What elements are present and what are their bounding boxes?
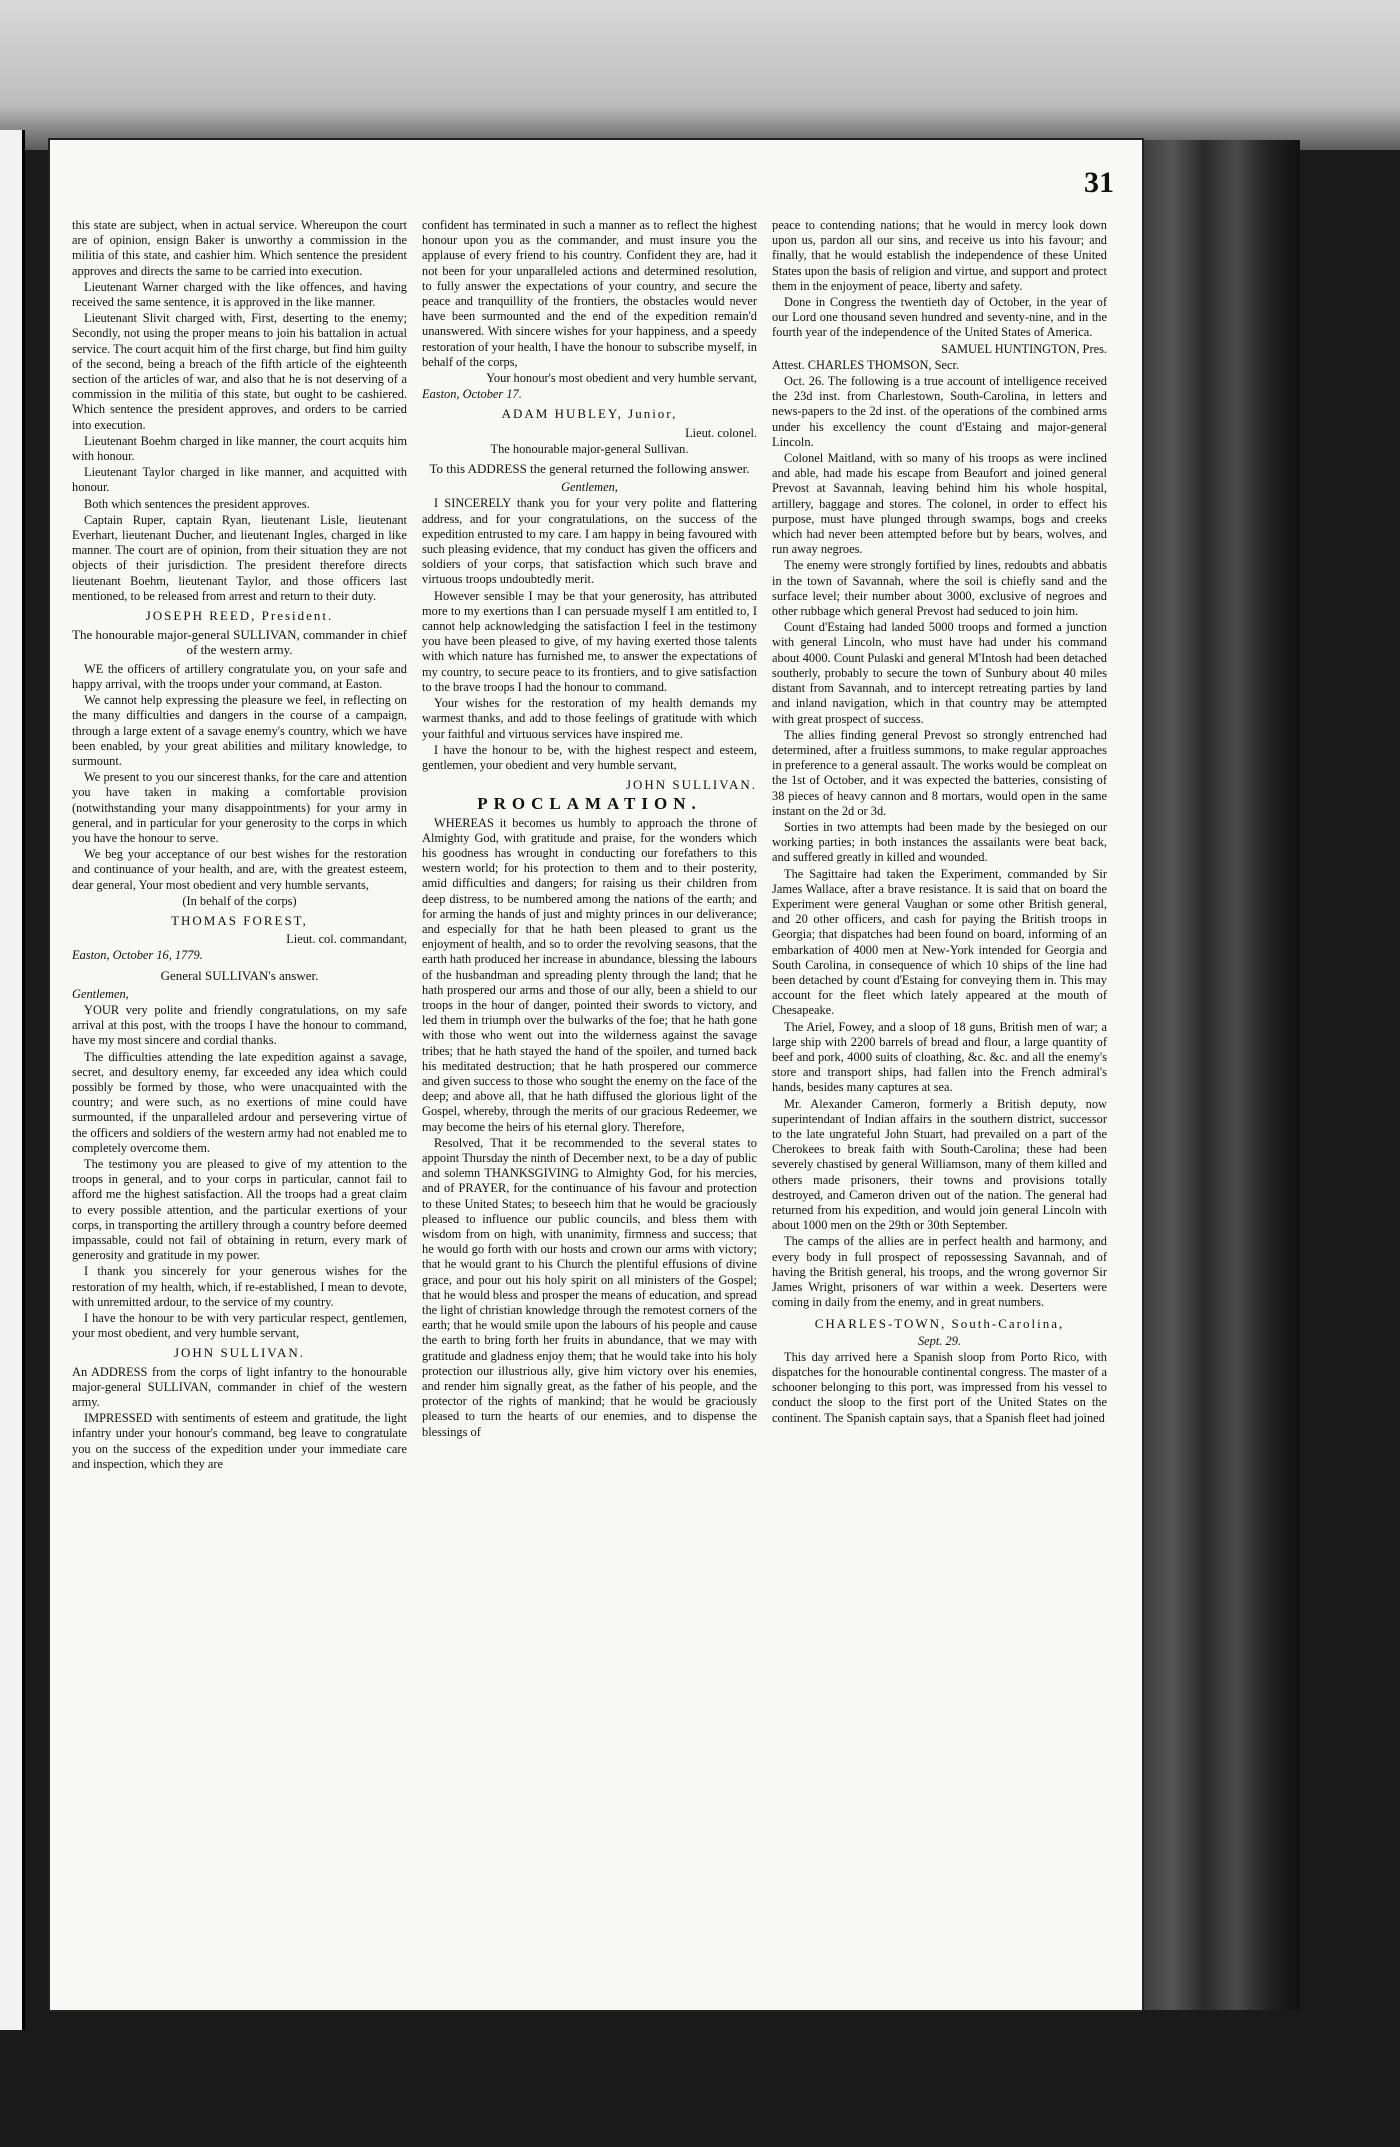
signature-title: Lieut. col. commandant, xyxy=(286,932,407,947)
scan-background-top xyxy=(0,0,1400,150)
dateline-date: Sept. 29. xyxy=(917,1333,962,1348)
behalf-note: (In behalf of the corps) xyxy=(182,893,297,908)
paragraph: I have the honour to be, with the highest respect and esteem, gentlemen, your obedient and very humble servant, xyxy=(422,742,757,772)
paragraph: The allies finding general Prevost so strongly entrenched had determined, after a fruitless summons, to make regular approaches in preference to a general assault. The works would be compleat on the 1st of October, and it was expected the batteries, consisting of 38 pieces of heavy cannon and 8 mortars, would open in the same instant on the 2d or 3d. xyxy=(772,727,1107,818)
paragraph: this state are subject, when in actual service. Whereupon the court are of opinion, ensign Baker is unworthy a commission in the militia of this state, and cashier him. Which sentence the president approves and directs the same to be carried into execution. xyxy=(72,218,407,278)
previous-page-edge xyxy=(0,130,25,2030)
reply-heading: To this ADDRESS the general returned the following answer. xyxy=(429,461,750,477)
signature: JOHN SULLIVAN. xyxy=(625,777,757,793)
paragraph: Lieutenant Warner charged with the like offences, and having received the same sentence, it is approved in the like manner. xyxy=(72,279,407,310)
column-3 xyxy=(772,218,1107,1427)
signature: JOHN SULLIVAN. xyxy=(173,1345,306,1361)
paragraph: Your wishes for the restoration of my health demands my warmest thanks, and add to those feelings of gratitude with which your faithful and virtuous services have inspired me. xyxy=(422,696,757,741)
paragraph: Done in Congress the twentieth day of October, in the year of our Lord one thousand seven hundred and seventy-nine, and in the fourth year of the independence of the United States of America. xyxy=(772,295,1107,340)
paragraph: Sorties in two attempts had been made by the besieged on our working parties; in both instances the assailants were beat back, and suffered greatly in killed and wounded. xyxy=(772,819,1107,865)
paragraph: Lieutenant Slivit charged with, First, deserting to the enemy; Secondly, not using the proper means to join his battalion in actual service. The court acquit him of the first charge, but find him guilty of the second, being a breach of the fifth article of the eighteenth section of the articles of war, and also that he is not deserving of a commission in the militia of this state, but ought to be cashiered. Which sentence the president approves, and orders to be carried into execution. xyxy=(72,311,407,432)
salutation: Gentlemen, xyxy=(561,480,618,495)
paragraph: Lieutenant Boehm charged in like manner, the court acquits him with honour. xyxy=(72,433,407,464)
paragraph: WE the officers of artillery congratulate you, on your safe and happy arrival, with the troops under your command, at Easton. xyxy=(72,661,407,691)
paragraph: We cannot help expressing the pleasure we feel, in reflecting on the many difficulties and dangers in the course of a campaign, through a large extent of a savage enemy's country, which we have been enabled, by your great abilities and military knowledge, to surmount. xyxy=(72,693,407,768)
paragraph: Lieutenant Taylor charged in like manner, and acquitted with honour. xyxy=(72,465,407,495)
paragraph: The Ariel, Fowey, and a sloop of 18 guns, British men of war; a large ship with 2200 barrels of bread and flour, a large quantity of beef and pork, 4000 suits of cloathing, &c. &c. and all the enemy's store and transport ships, had fallen into the French admiral's hands, besides many captures at sea. xyxy=(772,1019,1107,1095)
paragraph: I have the honour to be with very particular respect, gentlemen, your most obedient, and very humble servant, xyxy=(72,1311,407,1341)
address-heading: The honourable major-general SULLIVAN, commander in chief of the western army. xyxy=(72,627,407,658)
recipient: The honourable major-general Sullivan. xyxy=(490,441,689,456)
column-2 xyxy=(422,218,757,1441)
paragraph: We beg your acceptance of our best wishes for the restoration and continuance of your health, and are, with the greatest esteem, dear general, Your most obedient and very humble servants, xyxy=(72,847,407,892)
signature: JOSEPH REED, President. xyxy=(145,608,334,624)
attestation: Attest. CHARLES THOMSON, Secr. xyxy=(772,357,960,372)
proclamation-title: PROCLAMATION. xyxy=(477,794,702,814)
paragraph: Resolved, That it be recommended to the several states to appoint Thursday the ninth of December next, to be a day of public and solemn THANKSGIVING to Almighty God, for his mercies, and of PRAYER, for the continuance of his favour and protection to these United States; to beseech him that he would be graciously pleased to influence our public councils, and bless them with wisdom from on high, with unanimity, firmness and success; that he would go forth with our hosts and crown our arms with victory; that he would grant to his Church the plentiful effusions of divine grace, and pour out his holy spirit on all ministers of the Gospel; that he would bless and prosper the means of education, and spread the light of christian knowledge through the remotest corners of the earth; that he would smile upon the labours of his people and cause the earth to bring forth her fruits in abundance, that we may with gratitude and gladness enjoy them; that he would take into his holy protection our illustrious ally, give him victory over his enemies, and render him signally great, as the father of his people, and the protector of the rights of mankind; that he would be graciously pleased to turn the hearts of our enemies, and to dispense the blessings of xyxy=(422,1135,757,1439)
paragraph: peace to contending nations; that he would in mercy look down upon us, pardon all our sins, and receive us into his favour; and finally, that he would establish the independence of these United States upon the basis of religion and virtue, and support and protect them in the enjoyment of peace, liberty and safety. xyxy=(772,218,1107,293)
paragraph: I SINCERELY thank you for your very polite and flattering address, and for your congratulations, on the success of the expedition entrusted to my care. I am happy in being favoured with such pleasing evidence, that my conduct has given the officers and soldiers of your corps, that satisfaction which such brave and virtuous troops undoubtedly merit. xyxy=(422,496,757,587)
signature: THOMAS FOREST, xyxy=(171,912,308,928)
book-spine-edge xyxy=(1140,140,1300,2010)
paragraph: The testimony you are pleased to give of my attention to the troops in general, and to your corps in particular, cannot fail to afford me the highest satisfaction. All the troops had a great claim to every possible attention, and the particular exertions of your corps, in transporting the artillery through a country before deemed impassable, could not fail of obtaining in return, every mark of generosity and gratitude in my power. xyxy=(72,1156,407,1263)
answer-heading: General SULLIVAN's answer. xyxy=(160,967,319,983)
signature-title: Lieut. colonel. xyxy=(685,425,757,440)
paragraph: Both which sentences the president approves. xyxy=(84,496,310,511)
paragraph: WHEREAS it becomes us humbly to approach the throne of Almighty God, with gratitude and praise, for the wonders which his goodness has wrought in conducting our forefathers to this western world; for his protection to them and to their posterity, amid difficulties and dangers; for raising us their children from deep distress, to be numbered among the nations of the earth; and for arming the hands of just and mighty princes in our deliverance; and especially for that he hath been pleased to grant us the enjoyment of health, and so to order the revolving seasons, that the earth hath produced her increase in abundance, blessing the labours of the husbandman and spreading plenty through the land; that he hath prospered our arms and those of our ally, been a shield to our troops in the hour of danger, pointed their swords to victory, and led them in triumph over the bulwarks of the foe; that he hath gone with those who went out into the wilderness against the savage tribes; that he hath stayed the hand of the spoiler, and turned back his meditated destruction; that he hath prospered our commerce and given success to those who sought the enemy on the face of the deep; and above all, that he hath diffused the glorious light of the Gospel, whereby, through the merits of our gracious Redeemer, we may become the heirs of his eternal glory. Therefore, xyxy=(422,815,757,1134)
salutation: Gentlemen, xyxy=(72,986,129,1001)
column-1 xyxy=(72,218,407,1473)
signature: SAMUEL HUNTINGTON, Pres. xyxy=(941,341,1107,356)
newspaper-page xyxy=(50,140,1142,2010)
paragraph: The camps of the allies are in perfect health and harmony, and every body in full prospect of repossessing Savannah, and of having the British general, his troops, and the wrong governor Sir James Wright, prisoners of war within a week. Deserters were coming in daily from the enemy, and in great numbers. xyxy=(772,1234,1107,1310)
paragraph: The difficulties attending the late expedition against a savage, secret, and desultory enemy, far exceeded any idea which could possibly be formed by those, who were unacquainted with the country; and were such, as no exertions of mine could have surmounted, if the unparalleled ardour and persevering virtue of the officers and soldiers of the western army had not enabled me to completely overcome them. xyxy=(72,1049,407,1155)
paragraph: Oct. 26. The following is a true account of intelligence received the 23d inst. from Charlestown, South-Carolina, in letters and news-papers to the 2d inst. of the operations of the combined arms under his excellency the count d'Estaing and major-general Lincoln. xyxy=(772,374,1107,449)
paragraph: Captain Ruper, captain Ryan, lieutenant Lisle, lieutenant Everhart, lieutenant Ducher, and lieutenant Ingles, charged in like manner. The court are of opinion, from their situation they are not objects of their jurisdiction. The president therefore directs lieutenant Boehm, lieutenant Taylor, and those officers last mentioned, to be released from arrest and return to their duty. xyxy=(72,512,407,603)
signature: ADAM HUBLEY, Junior, xyxy=(501,406,678,422)
dateline: CHARLES-TOWN, South-Carolina, xyxy=(814,1316,1065,1332)
place-date: Easton, October 17. xyxy=(422,387,522,402)
address-heading: An ADDRESS from the corps of light infantry to the honourable major-general SULLIVAN, commander in chief of the western army. xyxy=(72,1364,407,1410)
page-number: 31 xyxy=(1084,166,1114,199)
paragraph: I thank you sincerely for your generous wishes for the restoration of my health, which, if re-established, I mean to devote, with unremitted ardour, to the service of my country. xyxy=(72,1264,407,1309)
paragraph: The Sagittaire had taken the Experiment, commanded by Sir James Wallace, after a brave resistance. It is said that on board the Experiment were general Vaughan or some other British general, and 20 other officers, and cash for paying the British troops in Georgia; that dispatches had been found on board, informing of an embarkation of 4000 men at New-York intended for Georgia and South Carolina, in consequence of which 10 ships of the line had been detached by count d'Estaing for conveying them in. This may account for the fleet which lately appeared at the mouth of Chesapeake. xyxy=(772,866,1107,1018)
paragraph: Mr. Alexander Cameron, formerly a British deputy, now superintendant of Indian affairs in the southern district, successor to the late ungrateful John Stuart, had prevailed on a part of the Cherokees to break faith with South-Carolina; these had been severely chastised by general Williamson, many of them killed and others made prisoners, their towns and provisions totally destroyed, and Cameron driven out of the nation. The general had returned from his expedition, and would join general Lincoln with about 1000 men on the 29th or 30th September. xyxy=(772,1096,1107,1233)
paragraph: However sensible I may be that your generosity, has attributed more to my exertions than I can persuade myself I am entitled to, I cannot help acknowledging the satisfaction I feel in the testimony you have been pleased to give, of my having exerted those talents with which nature has furnished me, to answer the expectations of my country, to secure peace to its frontiers, and to give satisfaction to the brave troops I had the honour to command. xyxy=(422,588,757,694)
paragraph: We present to you our sincerest thanks, for the care and attention you have taken in making a comfortable provision (notwithstanding your many disappointments) for your army in general, and in particular for your generosity to the corps in which you have the honour to serve. xyxy=(72,770,407,845)
paragraph: YOUR very polite and friendly congratulations, on my safe arrival at this post, with the troops I have the honour to command, have my most sincere and cordial thanks. xyxy=(72,1002,407,1048)
paragraph: Count d'Estaing had landed 5000 troops and formed a junction with general Lincoln, who must have had under his command about 4000. Count Pulaski and general M'Intosh had been detached southerly, probably to secure the town of Sunbury about 40 miles distant from Savannah, and to intercept retreating parties by land and inland navigation, which in that country may be attempted with great prospect of success. xyxy=(772,620,1107,726)
paragraph: confident has terminated in such a manner as to reflect the highest honour upon you as the commander, and must insure you the applause of every friend to his country. Confident they are, had it not been for your unparalleled actions and determined resolution, to fully answer the expectations of your country, and secure the peace and tranquillity of the frontiers, the obstacles would never have been surmounted and the end of the expedition remain'd unanswered. With sincere wishes for your happiness, and a speedy restoration of your health, I have the honour to subscribe myself, in behalf of the corps, xyxy=(422,218,757,369)
closing: Your honour's most obedient and very humble servant, xyxy=(486,371,757,386)
paragraph: The enemy were strongly fortified by lines, redoubts and abbatis in the town of Savannah, where the soil is chiefly sand and the surface level; their number about 3000, exclusive of negroes and other rubbage which general Prevost had seduced to join him. xyxy=(772,558,1107,619)
paragraph: IMPRESSED with sentiments of esteem and gratitude, the light infantry under your honour's command, beg leave to congratulate you on the success of the expedition under your immediate care and inspection, which they are xyxy=(72,1411,407,1471)
date-line: Easton, October 16, 1779. xyxy=(72,948,203,963)
paragraph: This day arrived here a Spanish sloop from Porto Rico, with dispatches for the honourable continental congress. The master of a schooner belonging to this port, was impressed from his vessel to conduct the sloop to the first port of the United States on the continent. The Spanish captain says, that a Spanish fleet had joined xyxy=(772,1349,1107,1425)
paragraph: Colonel Maitland, with so many of his troops as were inclined and able, had made his escape from Beaufort and joined general Prevost at Savannah, leaving behind him his whole hospital, artillery, baggage and stores. The colonel, in order to effect his purpose, must have plunged through swamps, bogs and creeks which had never been attempted before but by bears, wolves, and run away negroes. xyxy=(772,451,1107,557)
